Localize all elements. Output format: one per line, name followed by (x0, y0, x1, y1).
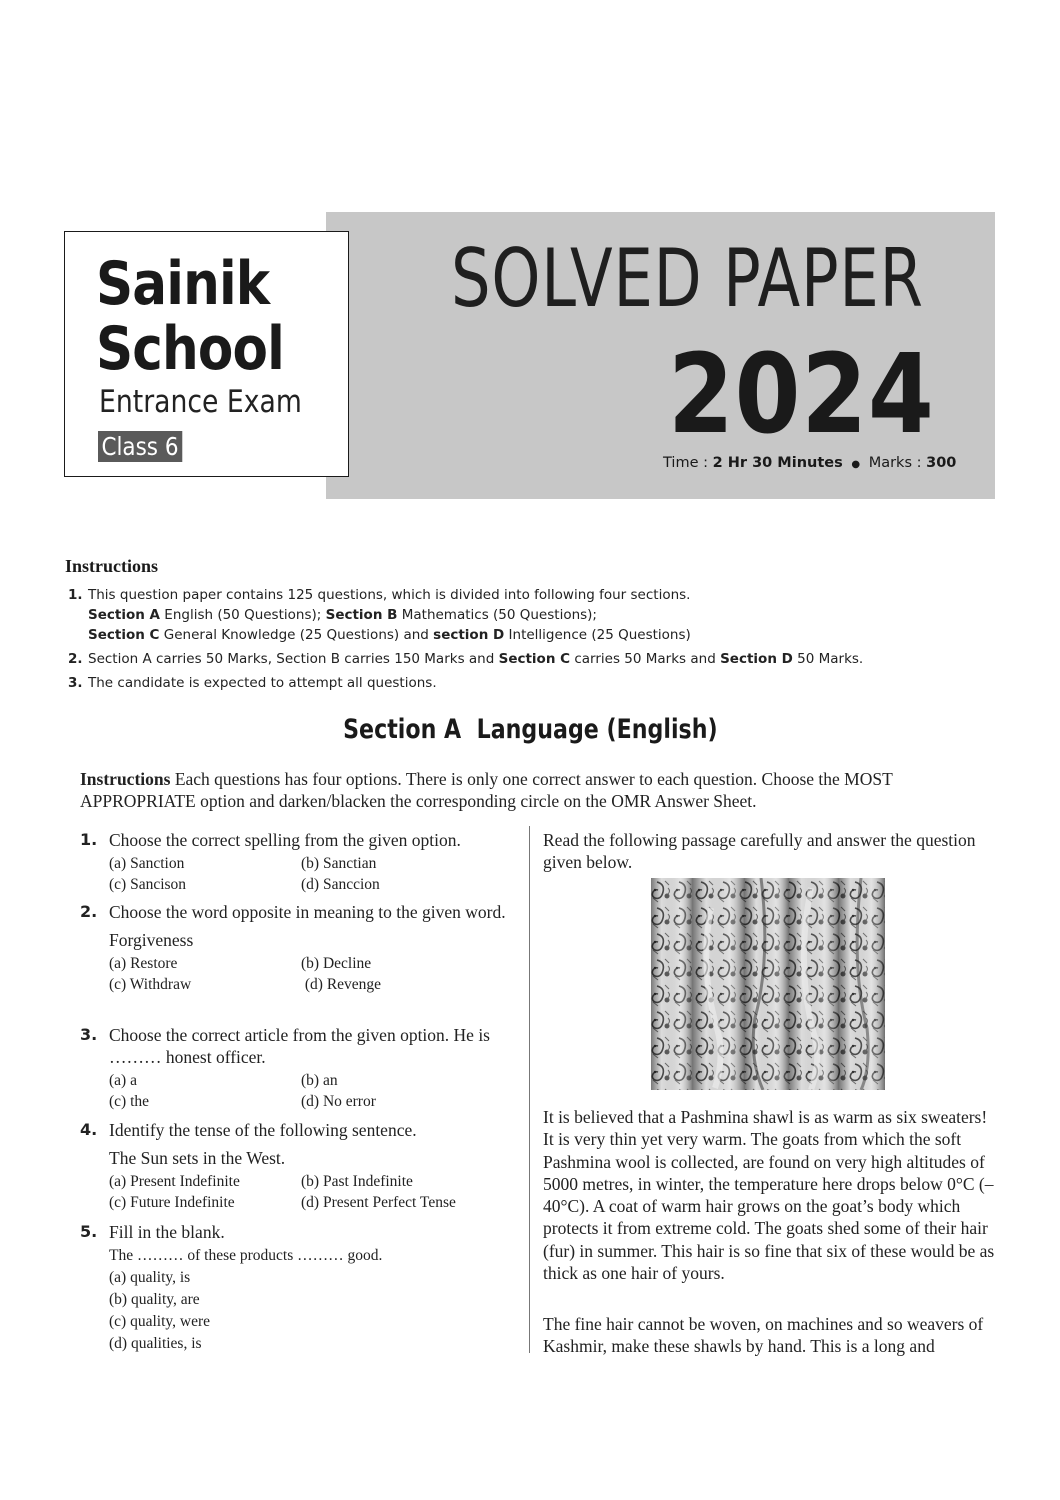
instructions-list (68, 585, 968, 697)
question-word: Forgiveness (109, 930, 194, 950)
question-number: 1. (80, 830, 98, 849)
instruction-item (68, 649, 968, 669)
question-text: Choose the correct spelling from the given option. (109, 830, 461, 850)
option-c[interactable]: (c) Withdraw (109, 976, 192, 993)
instruction-fragment: Section A carries 50 Marks, Section B carries 150 Marks and (88, 651, 499, 667)
option-b[interactable]: (b) Past Indefinite (301, 1173, 413, 1190)
instruction-item (68, 585, 968, 645)
section-c-label: Section C (88, 627, 160, 643)
question-5 (80, 1221, 520, 1355)
section-c-text: General Knowledge (25 Questions) and (159, 627, 434, 643)
option-b[interactable]: (b) quality, are (109, 1291, 200, 1308)
section-b-label: Section B (325, 607, 398, 623)
section-instructions (80, 768, 980, 812)
instruction-text (88, 605, 968, 625)
section-instructions-text: Each questions has four options. There is only one correct answer to each question. Choose the MOST APPROPRIATE option and darken/blacken the corresponding circle on the OMR Answer Sheet. (80, 769, 893, 811)
option-a[interactable]: (a) a (109, 1072, 137, 1089)
marks-label: Marks : (868, 455, 922, 471)
option-a[interactable]: (a) quality, is (109, 1269, 191, 1286)
options (109, 853, 520, 895)
option-b[interactable]: (b) an (301, 1072, 338, 1089)
question-number: 2. (80, 902, 98, 921)
brand-line-2: School (96, 314, 284, 384)
question-number: 4. (80, 1120, 98, 1139)
question-text: Choose the word opposite in meaning to the given word. (109, 902, 506, 922)
brand-subtitle: Entrance Exam (99, 384, 302, 420)
instruction-text: This question paper contains 125 questions, which is divided into following four sections. (88, 587, 691, 603)
instruction-number: 1. (68, 587, 83, 603)
instruction-text (88, 649, 968, 669)
section-a-text: English (50 Questions); (160, 607, 326, 623)
options (109, 1245, 520, 1355)
question-2 (80, 901, 520, 995)
option-b[interactable]: (b) Sanctian (301, 855, 377, 872)
question-text: Fill in the blank. (109, 1222, 225, 1242)
option-d[interactable]: (d) qualities, is (109, 1335, 202, 1352)
paper-title: SOLVED PAPER (451, 232, 924, 325)
section-c-label: Section C (498, 651, 571, 667)
instruction-text (88, 625, 968, 645)
section-title-text: Section A Language (English) (342, 714, 718, 745)
option-b[interactable]: (b) Decline (301, 955, 372, 972)
question-text: Choose the correct article from the given option. He is ……… honest officer. (109, 1025, 490, 1067)
section-a-label: Section A (88, 607, 160, 623)
option-d[interactable]: (d) Sanccion (301, 876, 380, 893)
instruction-number: 2. (68, 651, 83, 667)
time-value: 2 Hr 30 Minutes (712, 455, 843, 471)
marks-value: 300 (926, 455, 957, 471)
options (109, 953, 520, 995)
question-sentence: The ……… of these products ……… good. (109, 1247, 383, 1264)
section-d-label: section D (433, 627, 505, 643)
brand-box (64, 231, 349, 477)
passage-paragraph-1: It is believed that a Pashmina shawl is as warm as six sweaters! It is very thin yet very warm. The goats from which the soft Pashmina wool is collected, are found on very high altitudes of 5000 metres, in winter, the temperature here drops below 0°C (– 40°C). A coat of warm hair grows on the goat’s body which protects it from extreme cold. The goats shed some of their hair (fur) in summer. This hair is so fine that six of these would be as thick as one hair of yours. (543, 1107, 995, 1284)
paper-year: 2024 (668, 330, 935, 458)
instruction-item (68, 673, 968, 693)
option-a[interactable]: (a) Restore (109, 955, 178, 972)
section-title (0, 714, 1060, 745)
option-c[interactable]: (c) quality, were (109, 1313, 210, 1330)
option-d[interactable]: (d) Present Perfect Tense (301, 1194, 456, 1211)
bullet-separator: ● (851, 459, 861, 470)
section-b-text: Mathematics (50 Questions); (397, 607, 597, 623)
passage-paragraph-2: The fine hair cannot be woven, on machines and so weavers of Kashmir, make these shawls by hand. This is a long and (543, 1314, 984, 1357)
question-1 (80, 829, 520, 895)
time-label: Time : (663, 455, 708, 471)
options (109, 1070, 520, 1112)
class-tag: Class 6 (98, 431, 182, 462)
pashmina-shawl-image (651, 878, 885, 1090)
instruction-fragment: carries 50 Marks and (570, 651, 721, 667)
option-a[interactable]: (a) Present Indefinite (109, 1173, 240, 1190)
column-divider (529, 826, 530, 1353)
section-instructions-label: Instructions (80, 769, 171, 789)
shawl-illustration (651, 878, 885, 1090)
question-number: 5. (80, 1222, 98, 1241)
time-marks-line (663, 455, 956, 471)
instruction-fragment: 50 Marks. (792, 651, 864, 667)
section-d-label: Section D (720, 651, 793, 667)
option-c[interactable]: (c) Future Indefinite (109, 1194, 235, 1211)
option-a[interactable]: (a) Sanction (109, 855, 185, 872)
instruction-number: 3. (68, 675, 83, 691)
question-sentence: The Sun sets in the West. (109, 1148, 286, 1168)
options (109, 1171, 520, 1213)
instruction-text: The candidate is expected to attempt all questions. (88, 675, 437, 691)
passage-intro: Read the following passage carefully and answer the question given below. (543, 830, 976, 873)
instructions-heading: Instructions (65, 556, 159, 576)
option-c[interactable]: (c) the (109, 1093, 150, 1110)
question-number: 3. (80, 1025, 98, 1044)
section-d-text: Intelligence (25 Questions) (504, 627, 691, 643)
option-d[interactable]: (d) Revenge (301, 976, 382, 993)
question-3 (80, 1024, 520, 1112)
question-text: Identify the tense of the following sentence. (109, 1120, 417, 1140)
option-d[interactable]: (d) No error (301, 1093, 376, 1110)
brand-line-1: Sainik (96, 249, 270, 319)
option-c[interactable]: (c) Sancison (109, 876, 187, 893)
question-4 (80, 1119, 520, 1213)
